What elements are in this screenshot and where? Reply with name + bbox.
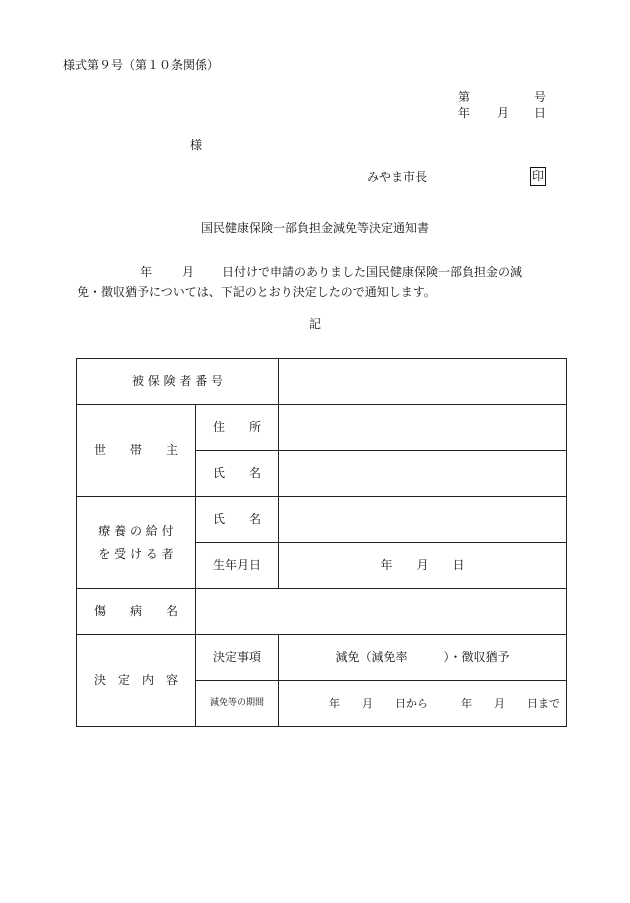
householder-label: 世 帯 主 — [77, 405, 196, 497]
birthdate-label: 生年月日 — [196, 543, 279, 589]
insured-number-label: 被 保 険 者 番 号 — [77, 359, 279, 405]
seal-mark: 印 — [530, 167, 546, 186]
householder-name-label: 氏 名 — [196, 451, 279, 497]
recipient-name-label: 氏 名 — [196, 497, 279, 543]
decision-item-value[interactable]: 減免（減免率 ）・徴収猶予 — [279, 635, 567, 681]
detail-table — [76, 358, 567, 727]
issue-date-year: 年 — [458, 106, 471, 120]
body-year: 年 — [140, 265, 153, 279]
issue-date-month: 月 — [497, 106, 510, 120]
disease-label: 傷 病 名 — [77, 589, 196, 635]
birthdate-field[interactable]: 年 月 日 — [279, 543, 567, 589]
body-line-2: 免・徴収猶予については、下記のとおり決定したので通知します。 — [77, 285, 436, 299]
decision-label: 決 定 内 容 — [77, 635, 196, 727]
addressee-suffix: 様 — [190, 138, 203, 152]
period-label: 減免等の期間 — [196, 681, 279, 727]
householder-name-field[interactable] — [279, 451, 567, 497]
decision-item-label: 決定事項 — [196, 635, 279, 681]
issuer-name: みやま市長 — [367, 170, 428, 184]
insured-number-field[interactable] — [279, 359, 567, 405]
recipient-label — [77, 497, 196, 589]
recipient-name-field[interactable] — [279, 497, 567, 543]
ki-heading: 記 — [308, 317, 321, 331]
form-number: 様式第９号（第１０条関係） — [63, 58, 220, 72]
body-line-1 — [140, 266, 522, 278]
disease-field[interactable] — [196, 589, 567, 635]
recipient-label-line1: 療 養 の 給 付 — [98, 523, 174, 538]
address-field[interactable] — [279, 405, 567, 451]
document-title: 国民健康保険一部負担金減免等決定通知書 — [200, 221, 429, 235]
recipient-label-line2: を 受 け る 者 — [98, 546, 174, 561]
issue-date-day: 日 — [534, 106, 547, 120]
body-month: 月 — [182, 265, 195, 279]
body-text: 日付けで申請のありました国民健康保険一部負担金の減 — [222, 265, 523, 279]
document-number-prefix: 第 — [458, 90, 471, 104]
address-label: 住 所 — [196, 405, 279, 451]
document-number-suffix: 号 — [534, 90, 547, 104]
period-value[interactable]: 年 月 日から 年 月 日まで — [279, 681, 567, 727]
